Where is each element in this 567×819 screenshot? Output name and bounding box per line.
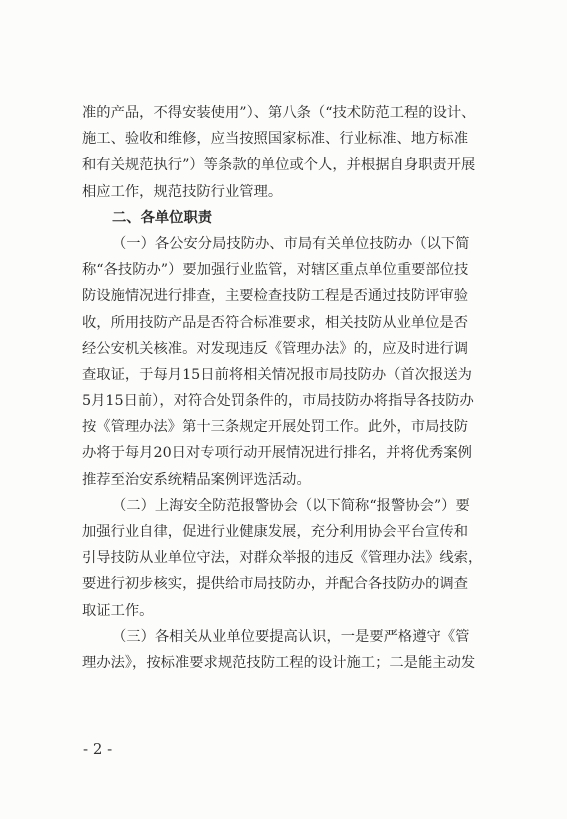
text-line: 按《管理办法》第十三条规定开展处罚工作。此外，市局技防 [82, 419, 469, 436]
text-line: 推荐至治安系统精品案例评选活动。 [82, 471, 311, 488]
text-line: 施工、验收和维修，应当按照国家标准、行业标准、地方标准 [82, 131, 469, 148]
text-line: 称“各技防办”）要加强行业监管，对辖区重点单位重要部位技 [82, 262, 469, 279]
text-line: 加强行业自律，促进行业健康发展，充分利用协会平台宣传和 [82, 524, 469, 540]
text-line: 理办法》，按标准要求规范技防工程的设计施工；二是能主动发 [82, 654, 476, 671]
text-line: （一）各公安分局技防办、市局有关单位技防办（以下简 [112, 235, 470, 252]
body-text [82, 100, 502, 676]
text-line: 办将于每月20日对专项行动开展情况进行排名，并将优秀案例 [82, 445, 472, 462]
text-line: 要进行初步核实，提供给市局技防办，并配合各技防办的调查 [82, 576, 469, 593]
text-line: （三）各相关从业单位要提高认识，一是要严格遵守《管 [112, 628, 470, 645]
text-line: 取证工作。 [82, 602, 154, 619]
text-line: 5月15日前），对符合处罚条件的，市局技防办将指导各技防办 [82, 393, 474, 410]
text-line: 查取证，于每月15日前将相关情况报市局技防办（首次报送为 [82, 366, 472, 383]
text-line: 相应工作，规范技防行业管理。 [82, 183, 283, 200]
text-line: 收，所用技防产品是否符合标准要求，相关技防从业单位是否 [82, 314, 469, 331]
page-number: - 2 - [83, 740, 113, 758]
text-line: （二）上海安全防范报警协会（以下简称“报警协会”）要 [112, 497, 470, 514]
section-heading: 二、各单位职责 [112, 209, 213, 226]
text-line: 防设施情况进行排查，主要检查技防工程是否通过技防评审验 [82, 288, 469, 305]
text-line: 引导技防从业单位守法，对群众举报的违反《管理办法》线索， [82, 550, 483, 567]
text-line: 和有关规范执行”）等条款的单位或个人，并根据自身职责开展 [82, 157, 476, 174]
text-line: 经公安机关核准。对发现违反《管理办法》的，应及时进行调 [82, 340, 469, 357]
text-line: 准的产品，不得安装使用”）、第八条（“技术防范工程的设计、 [82, 105, 476, 121]
